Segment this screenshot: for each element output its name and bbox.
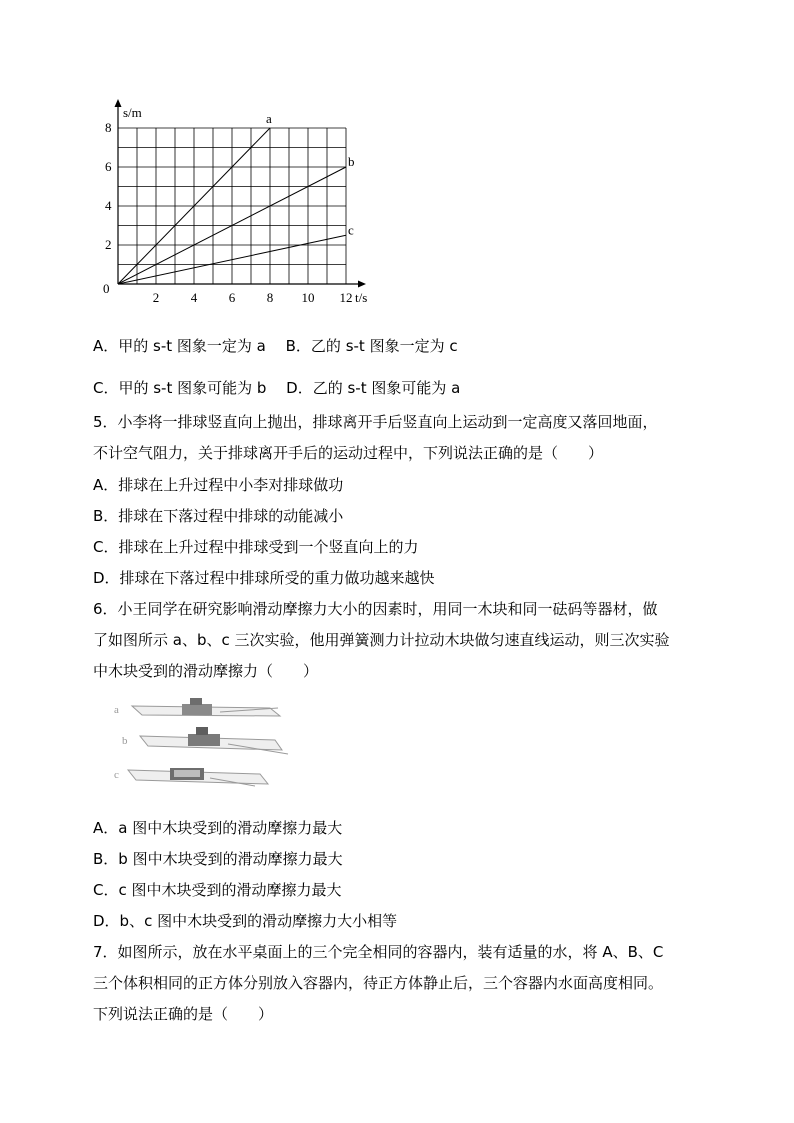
figure-label-c: c xyxy=(114,769,119,781)
q7-stem-line2: 三个体积相同的正方体分别放入容器内，待正方体静止后，三个容器内水面高度相同。 xyxy=(93,974,664,992)
graph-axes xyxy=(115,99,367,288)
series-label-c: c xyxy=(348,222,354,238)
figure-label-b: b xyxy=(122,735,128,747)
q5-stem-line2: 不计空气阻力，关于排球离开手后的运动过程中，下列说法正确的是（ ） xyxy=(93,444,604,462)
q7-stem-line1: 7．如图所示，放在水平桌面上的三个完全相同的容器内，装有适量的水，将 A、B、C xyxy=(93,943,664,961)
q6-stem-line3: 中木块受到的滑动摩擦力（ ） xyxy=(93,662,319,680)
series-label-b: b xyxy=(348,154,355,169)
y-tick-label: 6 xyxy=(105,159,112,174)
st-graph xyxy=(88,96,388,312)
q6-stem-line1: 6．小王同学在研究影响滑动摩擦力大小的因素时，用同一木块和同一砝码等器材，做 xyxy=(93,600,658,618)
origin-label: 0 xyxy=(103,281,110,296)
q7-stem-line3: 下列说法正确的是（ ） xyxy=(93,1005,274,1023)
q5-stem-line1: 5．小李将一排球竖直向上抛出，排球离开手后竖直向上运动到一定高度又落回地面， xyxy=(93,413,658,431)
x-tick-label: 10 xyxy=(301,290,315,305)
q6-option-d: D．b、c 图中木块受到的滑动摩擦力大小相等 xyxy=(93,912,398,930)
x-tick-label: 12 xyxy=(339,290,353,305)
q5-option-a: A．排球在上升过程中小李对排球做功 xyxy=(93,476,344,494)
friction-apparatus-figure xyxy=(110,696,290,806)
y-tick-label: 2 xyxy=(105,237,112,252)
graph-grid xyxy=(118,128,346,284)
q6-option-c: C．c 图中木块受到的滑动摩擦力最大 xyxy=(93,881,342,899)
y-axis-label: s/m xyxy=(123,105,142,120)
q5-option-d: D．排球在下落过程中排球所受的重力做功越来越快 xyxy=(93,569,435,587)
q4-options-row1: A．甲的 s-t 图象一定为 a B．乙的 s-t 图象一定为 c xyxy=(93,337,458,355)
q6-option-a: A．a 图中木块受到的滑动摩擦力最大 xyxy=(93,819,343,837)
figure-label-a: a xyxy=(114,704,119,716)
q5-option-b: B．排球在下落过程中排球的动能减小 xyxy=(93,507,344,525)
q6-option-b: B．b 图中木块受到的滑动摩擦力最大 xyxy=(93,850,343,868)
x-tick-label: 6 xyxy=(228,290,236,305)
q5-option-c: C．排球在上升过程中排球受到一个竖直向上的力 xyxy=(93,538,419,556)
x-tick-label: 4 xyxy=(190,290,198,305)
x-axis-label: t/s xyxy=(355,290,368,305)
y-tick-label: 8 xyxy=(105,120,112,135)
x-tick-label: 2 xyxy=(152,290,160,305)
q4-options-row2: C．甲的 s-t 图象可能为 b D．乙的 s-t 图象可能为 a xyxy=(93,379,461,397)
q6-stem-line2: 了如图所示 a、b、c 三次实验，他用弹簧测力计拉动木块做匀速直线运动，则三次实验 xyxy=(93,631,670,649)
series-label-a: a xyxy=(266,111,272,126)
y-tick-label: 4 xyxy=(105,198,112,213)
x-tick-label: 8 xyxy=(266,290,274,305)
